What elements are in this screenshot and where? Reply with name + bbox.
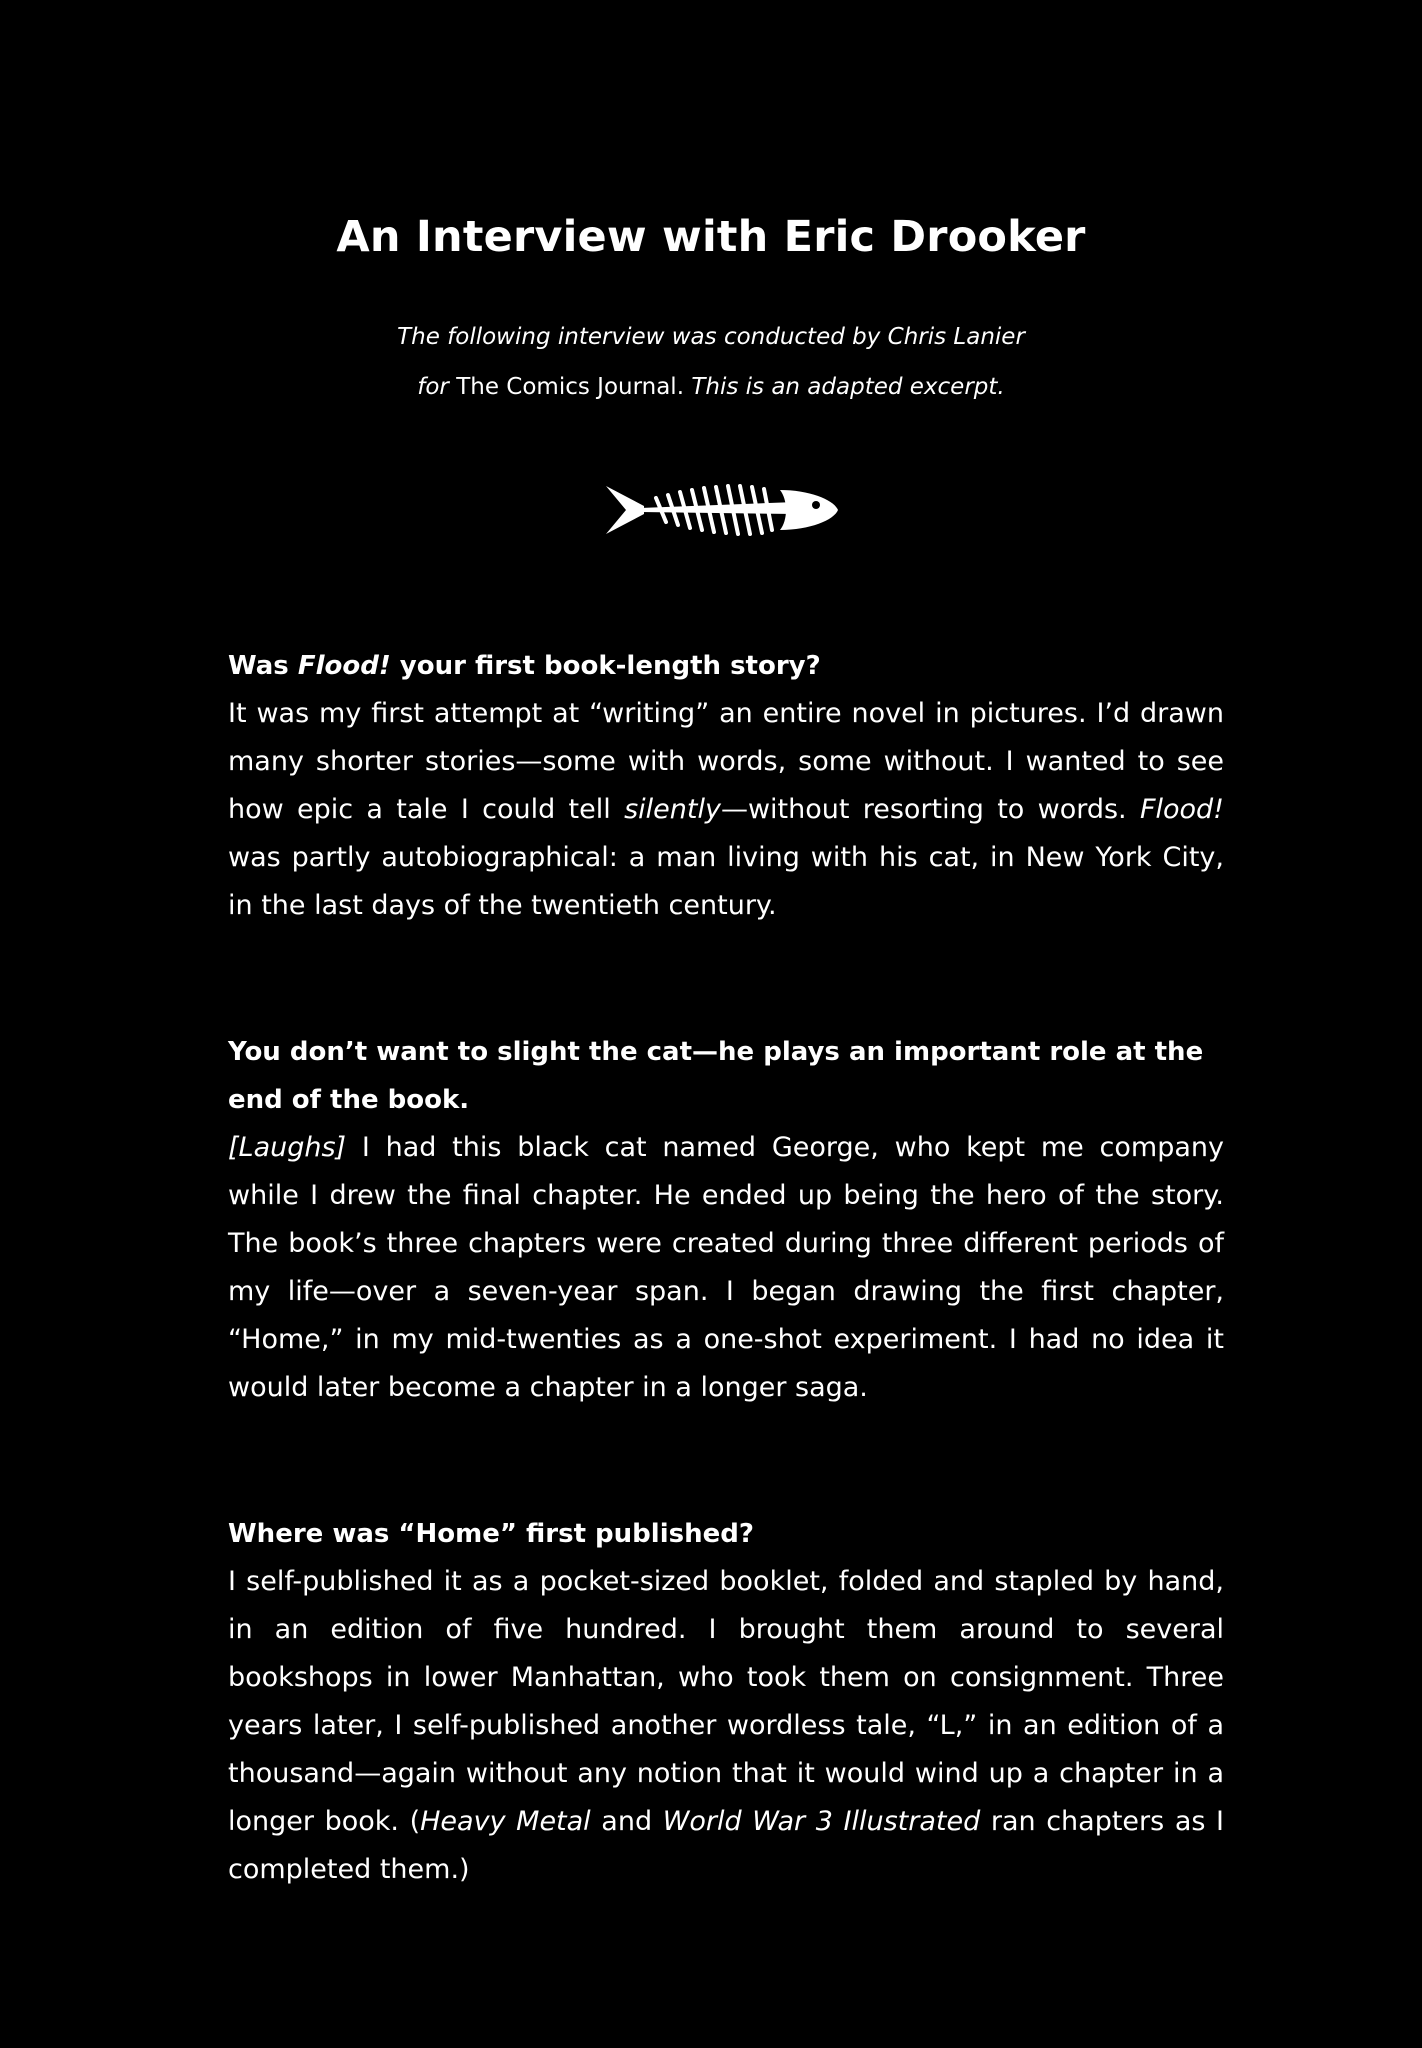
intro-for: for bbox=[417, 374, 449, 400]
answer-3-part-1: I self-published it as a pocket-sized booklet, folded and stapled by hand, in an edition of five hundred. I brought them around to several bookshops in lower Manhattan, who took them on consignment. Three years later, I self-published another wordless tale, “L,” in an edition of a thousand—again without any notion that it would wind up a chapter in a longer book. ( bbox=[228, 1566, 1224, 1837]
qa-block-3 bbox=[228, 1510, 1224, 1894]
intro-rest: This is an adapted excerpt. bbox=[691, 374, 1005, 400]
intro-note bbox=[0, 312, 1422, 412]
question-1 bbox=[228, 642, 1224, 690]
answer-3-emphasis-1: Heavy Metal bbox=[420, 1806, 591, 1837]
answer-1-emphasis-2: Flood! bbox=[1139, 794, 1224, 825]
question-3: Where was “Home” first published? bbox=[228, 1519, 754, 1549]
fish-skeleton-icon bbox=[604, 480, 840, 540]
answer-1-part-3: was partly autobiographical: a man living with his cat, in New York City, in the last days of the twentieth century. bbox=[228, 842, 1224, 921]
answer-1 bbox=[228, 690, 1224, 930]
answer-2-emphasis: [Laughs] bbox=[228, 1132, 347, 1163]
page-title: An Interview with Eric Drooker bbox=[336, 212, 1086, 262]
answer-1-part-1: It was my first attempt at “writing” an entire novel in pictures. I’d drawn many shorter stories—some with words, some without. I wanted to see how epic a tale I could tell bbox=[228, 698, 1224, 825]
answer-3-emphasis-2: World War 3 Illustrated bbox=[662, 1806, 981, 1837]
answer-3-part-2: and bbox=[590, 1806, 663, 1837]
answer-2 bbox=[228, 1124, 1224, 1412]
intro-line-2 bbox=[0, 362, 1422, 412]
answer-3-part-3: ran chapters as I completed them.) bbox=[228, 1806, 1224, 1885]
qa-block-1 bbox=[228, 642, 1224, 930]
question-1-text-end: your first book-length story? bbox=[390, 651, 821, 681]
question-1-title: Flood! bbox=[297, 651, 391, 681]
qa-block-2 bbox=[228, 1028, 1224, 1412]
intro-publication: The Comics Journal. bbox=[456, 374, 685, 400]
intro-line-1: The following interview was conducted by Chris Lanier bbox=[397, 324, 1025, 350]
answer-1-emphasis-1: silently bbox=[624, 794, 721, 825]
answer-1-part-2: —without resorting to words. bbox=[720, 794, 1140, 825]
answer-3 bbox=[228, 1558, 1224, 1894]
question-2: You don’t want to slight the cat—he plays an important role at the end of the book. bbox=[228, 1037, 1204, 1115]
question-1-text: Was bbox=[228, 651, 298, 681]
answer-2-text: I had this black cat named George, who kept me company while I drew the final chapter. He ended up being the hero of the story. The book’s three chapters were created during three different periods of my life—over a seven-year span. I began drawing the first chapter, “Home,” in my mid-twenties as a one-shot experiment. I had no idea it would later become a chapter in a longer saga. bbox=[228, 1132, 1224, 1403]
